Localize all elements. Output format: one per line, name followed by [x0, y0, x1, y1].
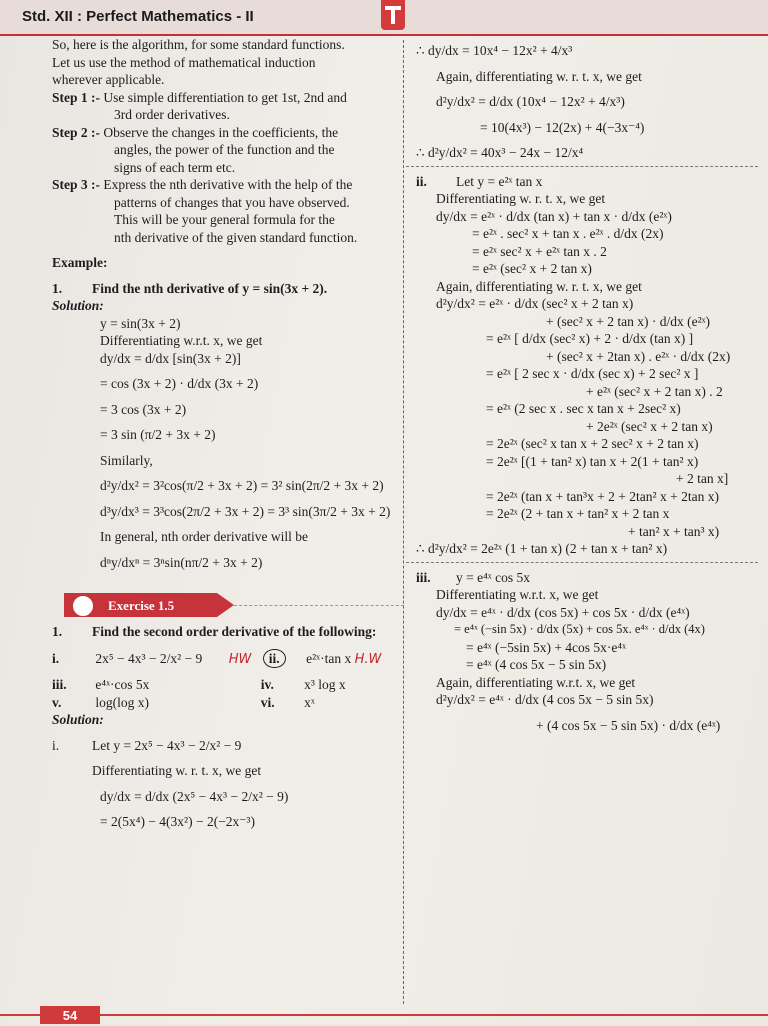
solution-text: y = e⁴ˣ cos 5x: [456, 569, 530, 585]
solution-line: [416, 569, 756, 587]
problem-text: Find the nth derivative of y = sin(3x + 2).: [92, 280, 328, 296]
exercise-label: Exercise 1.5: [108, 598, 175, 613]
solution-line: = e⁴ˣ (−5sin 5x) + 4cos 5x·e⁴ˣ: [466, 639, 627, 655]
step-text: Observe the changes in the coefficients, the: [103, 124, 339, 140]
exercise-banner: [64, 593, 384, 617]
solution-line: + 2 tan x]: [676, 471, 729, 486]
step-label: Step 2 :-: [52, 124, 100, 140]
solution-line: In general, nth order derivative will be: [100, 529, 309, 544]
solution-label: Solution:: [52, 712, 104, 727]
step-label: Step 3 :-: [52, 177, 100, 192]
solution-line: Again, differentiating w. r. t. x, we get: [436, 278, 642, 294]
solution-line: + (sec² x + 2 tan x) · d/dx (e²ˣ): [546, 313, 711, 329]
step-text: nth derivative of the given standard function.: [114, 229, 358, 245]
exercise-item-row: [52, 694, 392, 712]
solution-line: Differentiating w. r. t. x, we get: [436, 191, 606, 206]
step-text: angles, the power of the function and the: [114, 142, 335, 157]
solution-line: ∴ d²y/dx² = 2e²ˣ (1 + tan x) (2 + tan x + tan² x): [416, 541, 668, 556]
item-expression: e²ˣ·tan x: [306, 650, 352, 666]
item-number: i.: [52, 650, 60, 666]
item-number: iv.: [260, 677, 274, 692]
solution-line: = e²ˣ (2 sec x . sec x tan x + 2sec² x): [486, 401, 681, 416]
solution-line: d²y/dx² = e²ˣ · d/dx (sec² x + 2 tan x): [436, 296, 634, 311]
step-text: Express the nth derivative with the help of the: [103, 177, 353, 192]
solution-line: = 2(5x⁴) − 4(3x²) − 2(−2x⁻³): [100, 814, 255, 829]
solution-line: = cos (3x + 2) · d/dx (3x + 2): [100, 376, 259, 391]
solution-line: Similarly,: [100, 452, 153, 468]
solution-line: + e²ˣ (sec² x + 2 tan x) . 2: [586, 383, 723, 399]
exercise-item-row: [52, 676, 392, 694]
solution-label: Solution:: [52, 298, 104, 313]
solution-number: i.: [52, 737, 60, 753]
solution-line: = e²ˣ sec² x + e²ˣ tan x . 2: [472, 243, 607, 259]
question-text: Find the second order derivative of the following:: [92, 624, 377, 639]
item-expression: xˣ: [304, 694, 315, 710]
solution-line: = 3 cos (3x + 2): [100, 401, 187, 417]
solution-line: = e²ˣ (sec² x + 2 tan x): [472, 261, 592, 276]
solution-line: = 2e²ˣ (tan x + tan³x + 2 + 2tan² x + 2tan x): [486, 488, 719, 504]
step-text: patterns of changes that you have observed.: [114, 194, 350, 210]
step-1: [52, 89, 392, 107]
item-expression: e⁴ˣ·cos 5x: [95, 677, 150, 692]
solution-line: = 10(4x³) − 12(2x) + 4(−3x⁻⁴): [480, 119, 645, 135]
item-number: v.: [52, 694, 62, 710]
solution-line: Again, differentiating w.r.t. x, we get: [436, 674, 636, 690]
banner-rule: [234, 605, 404, 606]
pencil-icon: [72, 595, 94, 617]
solution-line: = 2e²ˣ [(1 + tan² x) tan x + 2(1 + tan² x): [486, 453, 699, 469]
step-2: [52, 124, 392, 142]
solution-line: = 3 sin (π/2 + 3x + 2): [100, 427, 216, 442]
solution-line: = e²ˣ [ d/dx (sec² x) + 2 · d/dx (tan x) ]: [486, 331, 694, 346]
left-column: [52, 36, 392, 831]
circled-number: ii.: [263, 649, 286, 669]
step-text: Use simple differentiation to get 1st, 2nd and: [103, 89, 347, 105]
solution-line: = e²ˣ . sec² x + tan x . e²ˣ . d/dx (2x): [472, 226, 664, 241]
step-text: 3rd order derivatives.: [114, 107, 230, 122]
footer-rule: [0, 1014, 768, 1016]
solution-line: Again, differentiating w. r. t. x, we get: [436, 68, 642, 84]
page-header: [0, 0, 768, 36]
example-heading: Example:: [52, 255, 108, 270]
book-tab-icon: [381, 0, 405, 30]
solution-line: Differentiating w.r.t. x, we get: [436, 587, 599, 602]
exercise-question: [52, 623, 392, 641]
step-3: [52, 176, 392, 194]
exercise-item-row: [52, 649, 392, 669]
intro-line: Let us use the method of mathematical induction: [52, 54, 316, 70]
solution-line: [416, 173, 756, 191]
solution-line: = e⁴ˣ (−sin 5x) · d/dx (5x) + cos 5x. e⁴ˣ · d/dx (4x): [454, 622, 705, 636]
intro-line: wherever applicable.: [52, 72, 165, 87]
item-number-circled: [263, 649, 303, 669]
solution-line: = e⁴ˣ (4 cos 5x − 5 sin 5x): [466, 657, 607, 672]
header-title: Std. XII : Perfect Mathematics - II: [22, 8, 254, 25]
solution-line: dy/dx = d/dx [sin(3x + 2)]: [100, 350, 241, 366]
solution-line: = 2e²ˣ (sec² x tan x + 2 sec² x + 2 tan x): [486, 436, 699, 451]
solution-line: d²y/dx² = 3²cos(π/2 + 3x + 2) = 3² sin(2π/2 + 3x + 2): [100, 478, 384, 493]
solution-text: Let y = e²ˣ tan x: [456, 173, 543, 189]
intro-line: So, here is the algorithm, for some standard functions.: [52, 37, 345, 52]
solution-line: = 2e²ˣ (2 + tan x + tan² x + 2 tan x: [486, 506, 670, 521]
part-number: ii.: [416, 173, 427, 189]
item-expression: log(log x): [95, 694, 149, 710]
solution-line: ∴ d²y/dx² = 40x³ − 24x − 12/x⁴: [416, 145, 584, 160]
solution-line: + 2e²ˣ (sec² x + 2 tan x): [586, 418, 713, 434]
solution-line: + tan² x + tan³ x): [628, 523, 720, 539]
step-label: Step 1 :-: [52, 89, 100, 105]
column-divider: [403, 40, 404, 1004]
solution-line: d³y/dx³ = 3³cos(2π/2 + 3x + 2) = 3³ sin(3π/2 + 3x + 2): [100, 503, 391, 519]
section-divider: [406, 166, 758, 167]
solution-line: d²y/dx² = e⁴ˣ · d/dx (4 cos 5x − 5 sin 5x): [436, 692, 654, 707]
part-number: iii.: [416, 569, 431, 585]
handwritten-note: H.W: [354, 651, 382, 667]
solution-line: + (sec² x + 2tan x) . e²ˣ · d/dx (2x): [546, 348, 731, 364]
step-text: signs of each term etc.: [114, 159, 236, 175]
problem: [52, 280, 392, 298]
solution-line: y = sin(3x + 2): [100, 315, 181, 331]
solution-line: = e²ˣ [ 2 sec x · d/dx (sec x) + 2 sec² x ]: [486, 366, 699, 381]
solution-line: d²y/dx² = d/dx (10x⁴ − 12x² + 4/x³): [436, 94, 625, 109]
solution-line: dy/dx = d/dx (2x⁵ − 4x³ − 2/x² − 9): [100, 788, 289, 804]
solution-text: Let y = 2x⁵ − 4x³ − 2/x² − 9: [92, 737, 242, 753]
step-text: This will be your general formula for the: [114, 212, 335, 227]
question-number: 1.: [52, 624, 63, 639]
solution-line: ∴ dy/dx = 10x⁴ − 12x² + 4/x³: [416, 43, 573, 58]
solution-line: + (4 cos 5x − 5 sin 5x) · d/dx (e⁴ˣ): [536, 717, 721, 733]
page-number: 54: [40, 1006, 100, 1024]
item-expression: x³ log x: [304, 677, 346, 692]
section-divider: [406, 562, 758, 563]
solution-line: Differentiating w.r.t. x, we get: [100, 333, 263, 348]
item-expression: 2x⁵ − 4x³ − 2/x² − 9: [95, 650, 203, 666]
right-column: [416, 36, 756, 734]
solution-line: dy/dx = e²ˣ · d/dx (tan x) + tan x · d/dx (e²ˣ): [436, 208, 672, 224]
problem-number: 1.: [52, 280, 63, 296]
solution-line: dy/dx = e⁴ˣ · d/dx (cos 5x) + cos 5x · d/dx (e⁴ˣ): [436, 604, 690, 620]
item-number: iii.: [52, 677, 67, 692]
handwritten-note: HW: [228, 651, 252, 667]
item-number: vi.: [260, 694, 275, 710]
solution-line: dⁿy/dxⁿ = 3ⁿsin(nπ/2 + 3x + 2): [100, 554, 263, 570]
solution-line: [52, 737, 392, 755]
solution-line: Differentiating w. r. t. x, we get: [92, 763, 262, 778]
